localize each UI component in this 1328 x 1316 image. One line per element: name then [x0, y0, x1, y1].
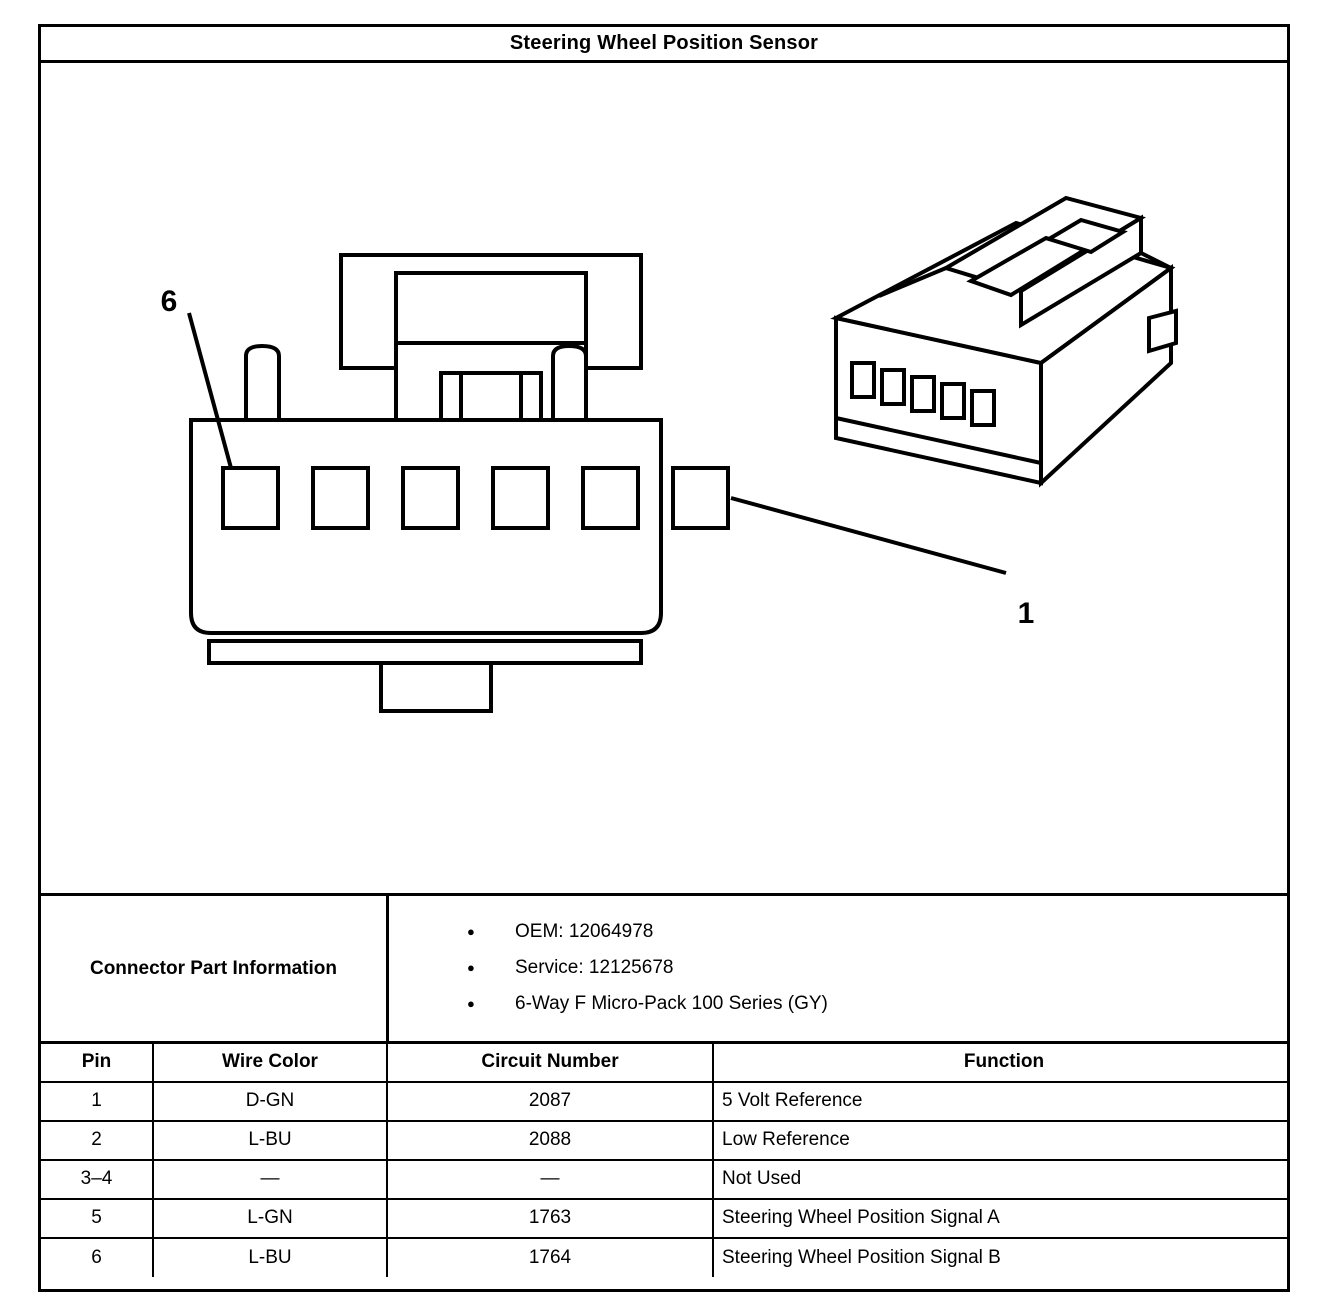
column-header-circuit-number: Circuit Number — [387, 1043, 713, 1082]
connector-part-information-block — [41, 893, 1287, 1041]
cell-circuit-number: — — [387, 1160, 713, 1199]
pin-assignment-table — [41, 1041, 1287, 1277]
cell-wire-color: L-BU — [153, 1238, 387, 1277]
cell-function: Steering Wheel Position Signal B — [713, 1238, 1287, 1277]
connector-drawing — [41, 63, 1287, 893]
column-header-pin: Pin — [41, 1043, 153, 1082]
diagram-title-bar — [41, 27, 1287, 63]
part-info-item: ● 6-Way F Micro-Pack 100 Series (GY) — [467, 986, 1287, 1022]
cell-function: 5 Volt Reference — [713, 1082, 1287, 1121]
table-row — [41, 1199, 1287, 1238]
connector-isometric-view — [836, 198, 1176, 483]
part-info-item: ● Service: 12125678 — [467, 950, 1287, 986]
cell-function: Low Reference — [713, 1121, 1287, 1160]
table-row — [41, 1121, 1287, 1160]
cell-wire-color: L-BU — [153, 1121, 387, 1160]
cell-pin: 6 — [41, 1238, 153, 1277]
cell-circuit-number: 2088 — [387, 1121, 713, 1160]
cell-circuit-number: 2087 — [387, 1082, 713, 1121]
cell-wire-color: D-GN — [153, 1082, 387, 1121]
cell-wire-color: — — [153, 1160, 387, 1199]
cell-function: Not Used — [713, 1160, 1287, 1199]
cell-circuit-number: 1763 — [387, 1199, 713, 1238]
cell-pin: 3–4 — [41, 1160, 153, 1199]
connector-front-view — [191, 255, 728, 711]
column-header-wire-color: Wire Color — [153, 1043, 387, 1082]
part-info-list — [389, 896, 1287, 1041]
callout-label-1: 1 — [1017, 597, 1035, 630]
column-header-function: Function — [713, 1043, 1287, 1082]
callout-label-6: 6 — [160, 285, 178, 318]
diagram-sheet — [38, 24, 1290, 1292]
connector-illustration — [41, 63, 1287, 893]
table-header-row — [41, 1043, 1287, 1082]
cell-pin: 5 — [41, 1199, 153, 1238]
cell-pin: 1 — [41, 1082, 153, 1121]
table-row — [41, 1160, 1287, 1199]
page-title: Steering Wheel Position Sensor — [509, 32, 819, 54]
cell-function: Steering Wheel Position Signal A — [713, 1199, 1287, 1238]
table-row — [41, 1238, 1287, 1277]
part-info-item: ● OEM: 12064978 — [467, 914, 1287, 950]
table-row — [41, 1082, 1287, 1121]
cell-circuit-number: 1764 — [387, 1238, 713, 1277]
cell-wire-color: L-GN — [153, 1199, 387, 1238]
cell-pin: 2 — [41, 1121, 153, 1160]
part-info-label: Connector Part Information — [41, 896, 389, 1041]
leader-line-pin1 — [731, 498, 1006, 573]
